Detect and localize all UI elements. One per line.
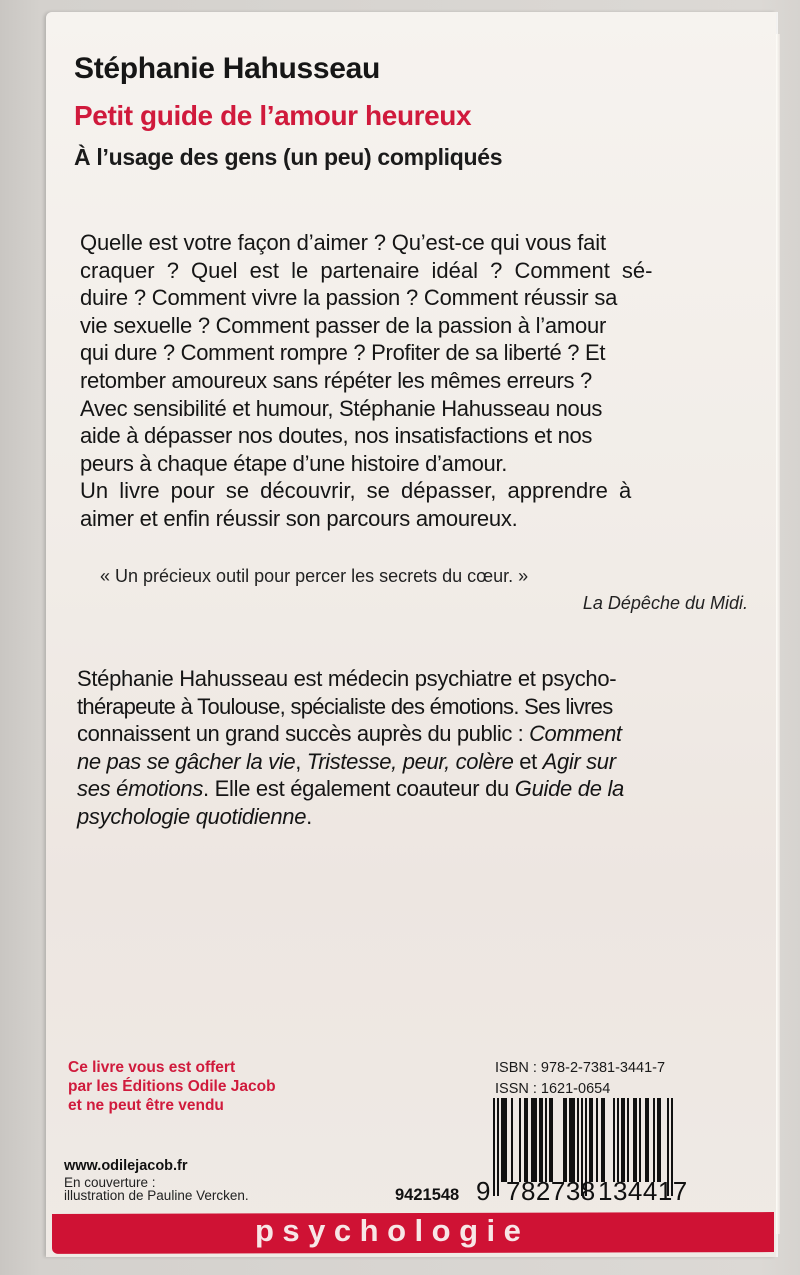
blurb-line: Avec sensibilité et humour, Stéphanie Hahusseau nous bbox=[80, 395, 603, 421]
blurb-line: vie sexuelle ? Comment passer de la passion à l’amour bbox=[80, 312, 607, 338]
blurb-line: Un livre pour se découvrir, se dépasser, apprendre à bbox=[80, 478, 632, 504]
bio-text: Stéphanie Hahusseau est médecin psychiatre et psycho- bbox=[77, 666, 617, 691]
book-ref-title: Comment bbox=[529, 721, 622, 747]
review-source: La Dépêche du Midi. bbox=[582, 593, 748, 613]
book-title: Petit guide de l’amour heureux bbox=[74, 100, 472, 131]
blurb-line: craquer ? Quel est le partenaire idéal ? Comment sé- bbox=[80, 257, 653, 283]
blurb-line: aimer et enfin réussir son parcours amoureux. bbox=[80, 505, 518, 531]
isbn-block bbox=[495, 1058, 665, 1100]
publisher-website[interactable]: www.odilejacob.fr bbox=[64, 1158, 188, 1174]
bio-text: , bbox=[295, 748, 307, 774]
issn: ISSN : 1621-0654 bbox=[495, 1081, 611, 1097]
bio-text: connaissent un grand succès auprès du public : bbox=[77, 721, 530, 747]
blurb-line: qui dure ? Comment rompre ? Profiter de sa liberté ? Et bbox=[80, 340, 606, 366]
bio-line bbox=[77, 665, 717, 693]
offer-line: Ce livre vous est offert bbox=[68, 1059, 236, 1076]
bio-line bbox=[77, 775, 717, 803]
blurb-line: aide à dépasser nos doutes, nos insatisfactions et nos bbox=[80, 423, 593, 449]
bio-line bbox=[77, 748, 717, 776]
book-ref-title: Guide de la bbox=[514, 776, 624, 802]
collection-label: psychologie bbox=[255, 1213, 530, 1248]
bio-line bbox=[77, 693, 717, 721]
bio-text: thérapeute à Toulouse, spécialiste des émotions. Ses livres bbox=[77, 693, 613, 719]
book-ref-title: ses émotions bbox=[77, 776, 204, 802]
bio-text: . Elle est également coauteur du bbox=[203, 776, 515, 802]
barcode-digits-right: 134417 bbox=[598, 1176, 688, 1206]
barcode-digits-left: 782738 bbox=[506, 1176, 596, 1206]
internal-code: 9421548 bbox=[395, 1186, 460, 1204]
review-quote: « Un précieux outil pour percer les secrets du cœur. » bbox=[100, 566, 529, 586]
credit-line: illustration de Pauline Vercken. bbox=[64, 1188, 249, 1203]
blurb bbox=[80, 229, 720, 533]
offer-line: et ne peut être vendu bbox=[68, 1097, 224, 1114]
book-ref-title: Tristesse, peur, colère bbox=[306, 748, 514, 774]
barcode-digit-first: 9 bbox=[476, 1176, 491, 1206]
bio-text: . bbox=[306, 803, 312, 829]
bio-line bbox=[77, 803, 717, 831]
blurb-line: retomber amoureux sans répéter les mêmes erreurs ? bbox=[80, 367, 592, 393]
book-ref-title: psychologie quotidienne bbox=[77, 803, 307, 829]
isbn: ISBN : 978-2-7381-3441-7 bbox=[495, 1060, 666, 1076]
book-ref-title: ne pas se gâcher la vie bbox=[77, 748, 296, 774]
author-name: Stéphanie Hahusseau bbox=[74, 52, 381, 85]
credit-line: En couverture : bbox=[64, 1175, 156, 1190]
blurb-line: duire ? Comment vivre la passion ? Comment réussir sa bbox=[80, 285, 618, 311]
offer-line: par les Éditions Odile Jacob bbox=[68, 1078, 276, 1095]
bio-line bbox=[77, 720, 717, 748]
blurb-line: peurs à chaque étape d’une histoire d’amour. bbox=[80, 450, 508, 476]
cover-credit bbox=[64, 1176, 249, 1202]
bio-text: et bbox=[513, 748, 543, 774]
blurb-line: Quelle est votre façon d’aimer ? Qu’est-ce qui vous fait bbox=[80, 230, 606, 255]
book-ref-title: Agir sur bbox=[542, 748, 616, 774]
book-subtitle: À l’usage des gens (un peu) compliqués bbox=[74, 144, 503, 170]
offer-notice bbox=[68, 1058, 276, 1115]
author-bio bbox=[77, 665, 717, 831]
